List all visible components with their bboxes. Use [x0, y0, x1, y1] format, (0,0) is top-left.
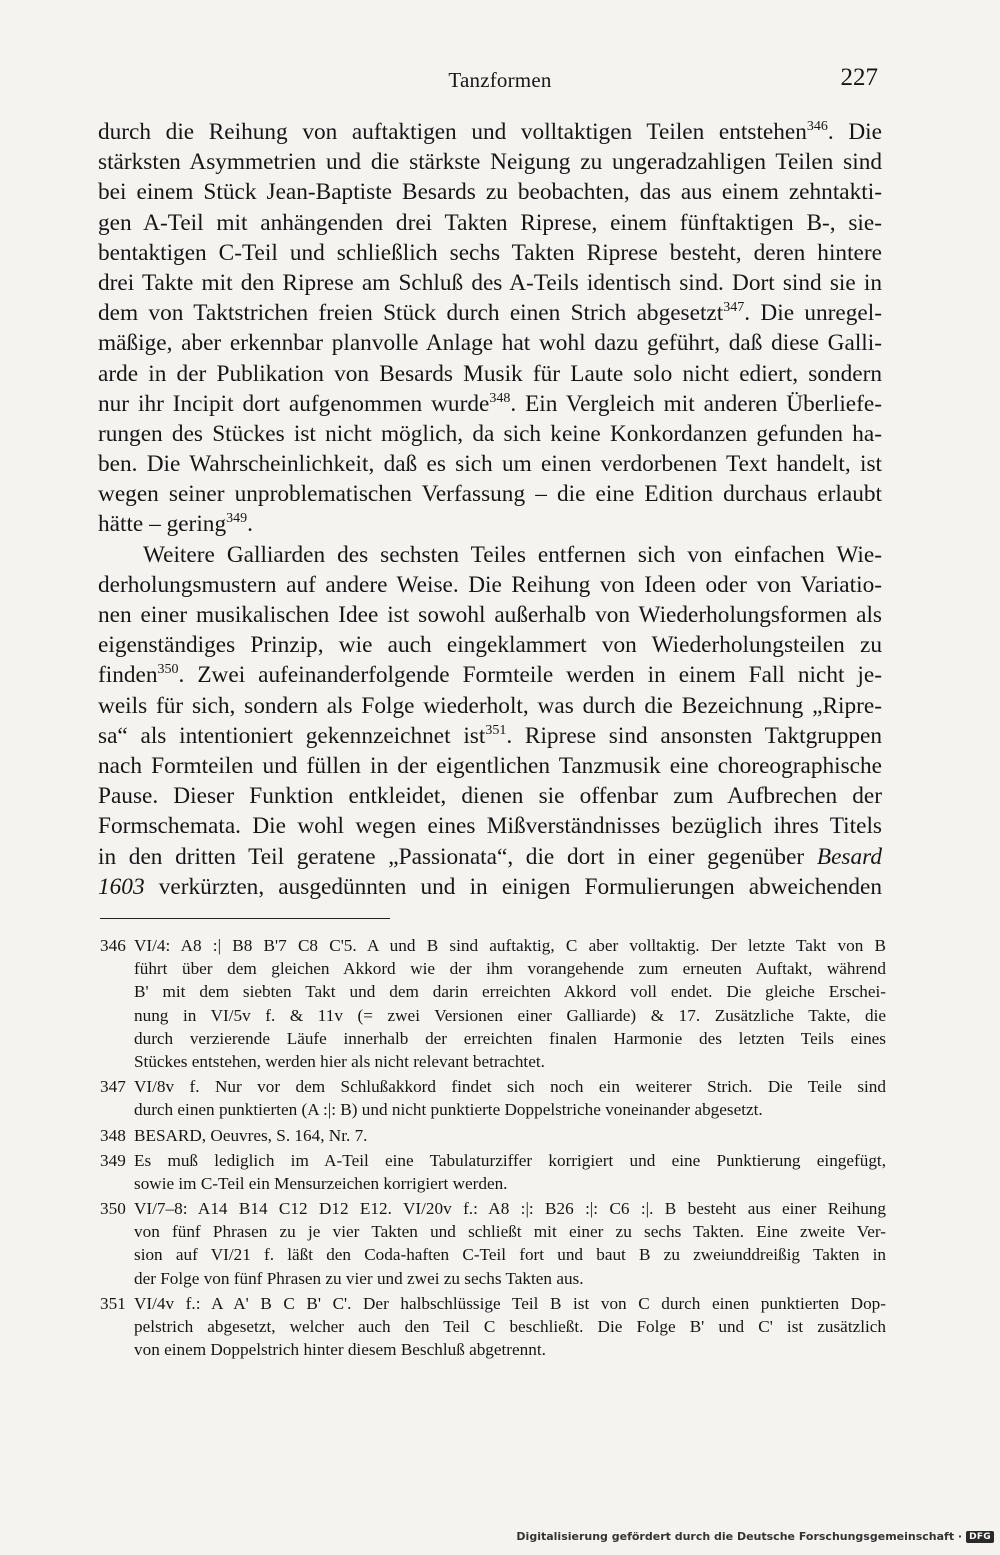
footnote-ref[interactable]: 347 [723, 300, 745, 316]
body-line [98, 872, 882, 902]
line-text-after: . Riprese sind ansonsten Taktgruppen [506, 722, 882, 749]
footnote-text [134, 1075, 886, 1121]
line-text: derholungsmustern auf andere Weise. Die Reihung von Ideen oder von Variatio- [98, 571, 882, 598]
body-line [98, 781, 882, 811]
line-text: Weitere Galliarden des sechsten Teiles entfernen sich von einfachen Wie- [143, 541, 882, 568]
line-text: Formschemata. Die wohl wegen eines Mißverständnisses bezüglich ihres Titels [98, 813, 882, 840]
footnote [100, 1124, 886, 1147]
line-text: eigenständiges Prinzip, wie auch eingeklammert von Wiederholungsteilen zu [98, 632, 882, 659]
line-text-after: . Ein Vergleich mit anderen Überliefe- [510, 390, 882, 417]
body-line [98, 117, 882, 147]
footnote-line: Es muß lediglich im A-Teil eine Tabulaturziffer korrigiert und eine Punktierung eingefügt, [134, 1150, 886, 1170]
footnote-number: 351 [100, 1293, 126, 1313]
line-text: ben. Die Wahrscheinlichkeit, daß es sich um einen verdorbenen Text handelt, ist [98, 451, 882, 478]
body-line [98, 328, 882, 358]
dfg-logo: DFG [966, 1531, 994, 1543]
body-line [98, 630, 882, 660]
footnote-line: durch einen punktierten (A :|: B) und nicht punktierte Doppelstriche voneinander abgesetzt. [134, 1100, 763, 1120]
footnote-text [134, 1197, 886, 1290]
footnote-number: 346 [100, 936, 126, 955]
footnote-line: Stückes entstehen, werden hier als nicht relevant betrachtet. [134, 1051, 545, 1071]
footnote-line: VI/4: A8 :| B8 B'7 C8 C'5. A und B sind auftaktig, C aber volltaktig. Der letzte Takt von B [134, 936, 886, 955]
body-line [98, 842, 882, 872]
body-line [98, 721, 882, 751]
line-text-after: . Zwei aufeinanderfolgende Formteile werden in einem Fall nicht je- [178, 662, 882, 689]
running-header [0, 66, 1000, 100]
line-text: in den dritten Teil geratene „Passionata“, die dort in einer gegenüber [98, 843, 805, 870]
footnote-line: sion auf VI/21 f. läßt den Coda-haften C-Teil fort und baut B zu zweiunddreißig Takten in [134, 1245, 886, 1265]
footnote-line: pelstrich abgesetzt, welcher auch den Teil C beschließt. Die Folge B' und C' ist zusätzlich [134, 1317, 886, 1337]
footnote [100, 1149, 886, 1195]
footnote-ref[interactable]: 351 [485, 722, 507, 738]
footnotes [100, 934, 886, 1363]
footnote-number: 348 [100, 1125, 126, 1145]
footnote [100, 1197, 886, 1290]
line-text: rungen des Stückes ist nicht möglich, da sich keine Konkordanzen gefunden ha- [98, 420, 882, 447]
footnote-line: von einem Doppelstrich hinter diesem Beschluß abgetrennt. [134, 1340, 546, 1360]
footnote-line: BESARD, Oeuvres, S. 164, Nr. 7. [134, 1125, 368, 1145]
line-text: bei einem Stück Jean-Baptiste Besards zu beobachten, das aus einem zehntakti- [98, 179, 882, 206]
footnote-text [134, 934, 886, 1073]
line-text: sa“ als intentioniert gekennzeichnet ist [98, 722, 486, 749]
footnote-ref[interactable]: 348 [489, 390, 511, 406]
footnote-line: B' mit dem siebten Takt und dem darin erreichten Akkord voll endet. Die gleiche Erschei- [134, 982, 886, 1002]
line-text: mäßige, aber erkennbar planvolle Anlage hat wohl dazu geführt, daß diese Galli- [98, 330, 882, 357]
line-text: durch die Reihung von auftaktigen und volltaktigen Teilen entstehen [98, 119, 807, 145]
body-line [98, 268, 882, 298]
footnote-ref[interactable]: 349 [226, 511, 248, 527]
body-line [98, 147, 882, 177]
running-title: Tanzformen [448, 68, 552, 92]
line-text: hätte – gering [98, 511, 227, 538]
body-line [98, 359, 882, 389]
body-line [98, 479, 882, 509]
body-line [98, 811, 882, 841]
line-text: nach Formteilen und füllen in der eigentlichen Tanzmusik eine choreographische [98, 752, 882, 779]
line-text: weils für sich, sondern als Folge wiederholt, was durch die Bezeichnung „Ripre- [98, 692, 882, 719]
body-line [98, 751, 882, 781]
footnote-line: VI/8v f. Nur vor dem Schlußakkord findet sich noch ein weiterer Strich. Die Teile sind [134, 1077, 886, 1097]
footnote [100, 934, 886, 1073]
body-line [98, 600, 882, 630]
footnote-line: VI/7–8: A14 B14 C12 D12 E12. VI/20v f.: A8 :|: B26 :|: C6 :|. B besteht aus einer Reihung [134, 1199, 886, 1219]
body-line [98, 691, 882, 721]
body-line [98, 208, 882, 238]
line-text: dem von Taktstrichen freien Stück durch einen Strich abgesetzt [98, 300, 724, 327]
footnote-line: von fünf Phrasen zu je vier Takten und schließt mit einer zu sechs Takten. Eine zweite Ver- [134, 1222, 886, 1242]
footnote-text [134, 1292, 886, 1362]
line-text: gen A-Teil mit anhängenden drei Takten Riprese, einem fünftaktigen B-, sie- [98, 209, 882, 236]
body-line [98, 660, 882, 690]
body-line [98, 238, 882, 268]
body-line [98, 298, 882, 328]
line-text: Pause. Dieser Funktion entkleidet, dienen sie offenbar zum Aufbrechen der [98, 783, 882, 810]
footnote-number: 349 [100, 1150, 126, 1170]
footnote [100, 1075, 886, 1121]
line-text: arde in der Publikation von Besards Musik für Laute solo nicht ediert, sondern [98, 360, 882, 387]
footnote-line: sowie im C-Teil ein Mensurzeichen korrigiert werden. [134, 1173, 508, 1193]
line-text: nen einer musikalischen Idee ist sowohl außerhalb von Wiederholungsformen als [98, 602, 882, 628]
footnote-ref[interactable]: 346 [806, 119, 828, 134]
footnote [100, 1292, 886, 1362]
line-text-after: . Die [827, 119, 882, 145]
footnote-line: VI/4v f.: A A' B C B' C'. Der halbschlüssige Teil B ist von C durch einen punktierten Dop- [134, 1293, 886, 1313]
line-text: wegen seiner unproblematischen Verfassung – die eine Edition durchaus erlaubt [98, 481, 882, 508]
body-line [98, 177, 882, 207]
line-text: nur ihr Incipit dort aufgenommen wurde [98, 390, 490, 417]
italic-text: 1603 [98, 873, 145, 900]
footnote-line: der Folge von fünf Phrasen zu vier und zwei zu sechs Takten aus. [134, 1268, 584, 1288]
line-text: stärksten Asymmetrien und die stärkste Neigung zu ungeradzahligen Teilen sind [98, 149, 882, 176]
body-text [98, 117, 882, 902]
body-line [98, 570, 882, 600]
footnote-line: durch verzierende Läufe innerhalb der erreichten finalen Harmonie des letzten Teils eines [134, 1028, 886, 1048]
line-text-after: verkürzten, ausgedünnten und in einigen Formulierungen abweichenden [144, 873, 882, 900]
body-line [98, 389, 882, 419]
footnote-number: 350 [100, 1199, 126, 1219]
footnote-text [134, 1124, 886, 1147]
line-text: finden [98, 662, 158, 689]
page-number: 227 [840, 64, 878, 91]
footnote-rule [100, 918, 390, 919]
footnote-ref[interactable]: 350 [157, 662, 179, 678]
credit-text: Digitalisierung gefördert durch die Deutsche Forschungsgemeinschaft · [516, 1530, 963, 1543]
footnote-line: führt über dem gleichen Akkord wie der ihm vorangehende zum erneuten Auftakt, während [134, 959, 886, 979]
body-line [98, 449, 882, 479]
footnote-text [134, 1149, 886, 1195]
body-line [98, 540, 882, 570]
body-line [98, 509, 882, 539]
italic-text: Besard [816, 843, 882, 870]
line-text-after: . [247, 511, 253, 538]
digitization-credit [516, 1530, 994, 1543]
line-text: bentaktigen C-Teil und schließlich sechs Takten Riprese besteht, deren hintere [98, 239, 882, 266]
line-text: drei Takte mit den Riprese am Schluß des A-Teils identisch sind. Dort sind sie in [98, 269, 882, 296]
footnote-number: 347 [100, 1077, 126, 1097]
body-line [98, 419, 882, 449]
line-text-after: . Die unregel- [744, 300, 882, 327]
footnote-line: nung in VI/5v f. & 11v (= zwei Versionen einer Galliarde) & 17. Zusätzliche Takte, die [134, 1005, 886, 1025]
